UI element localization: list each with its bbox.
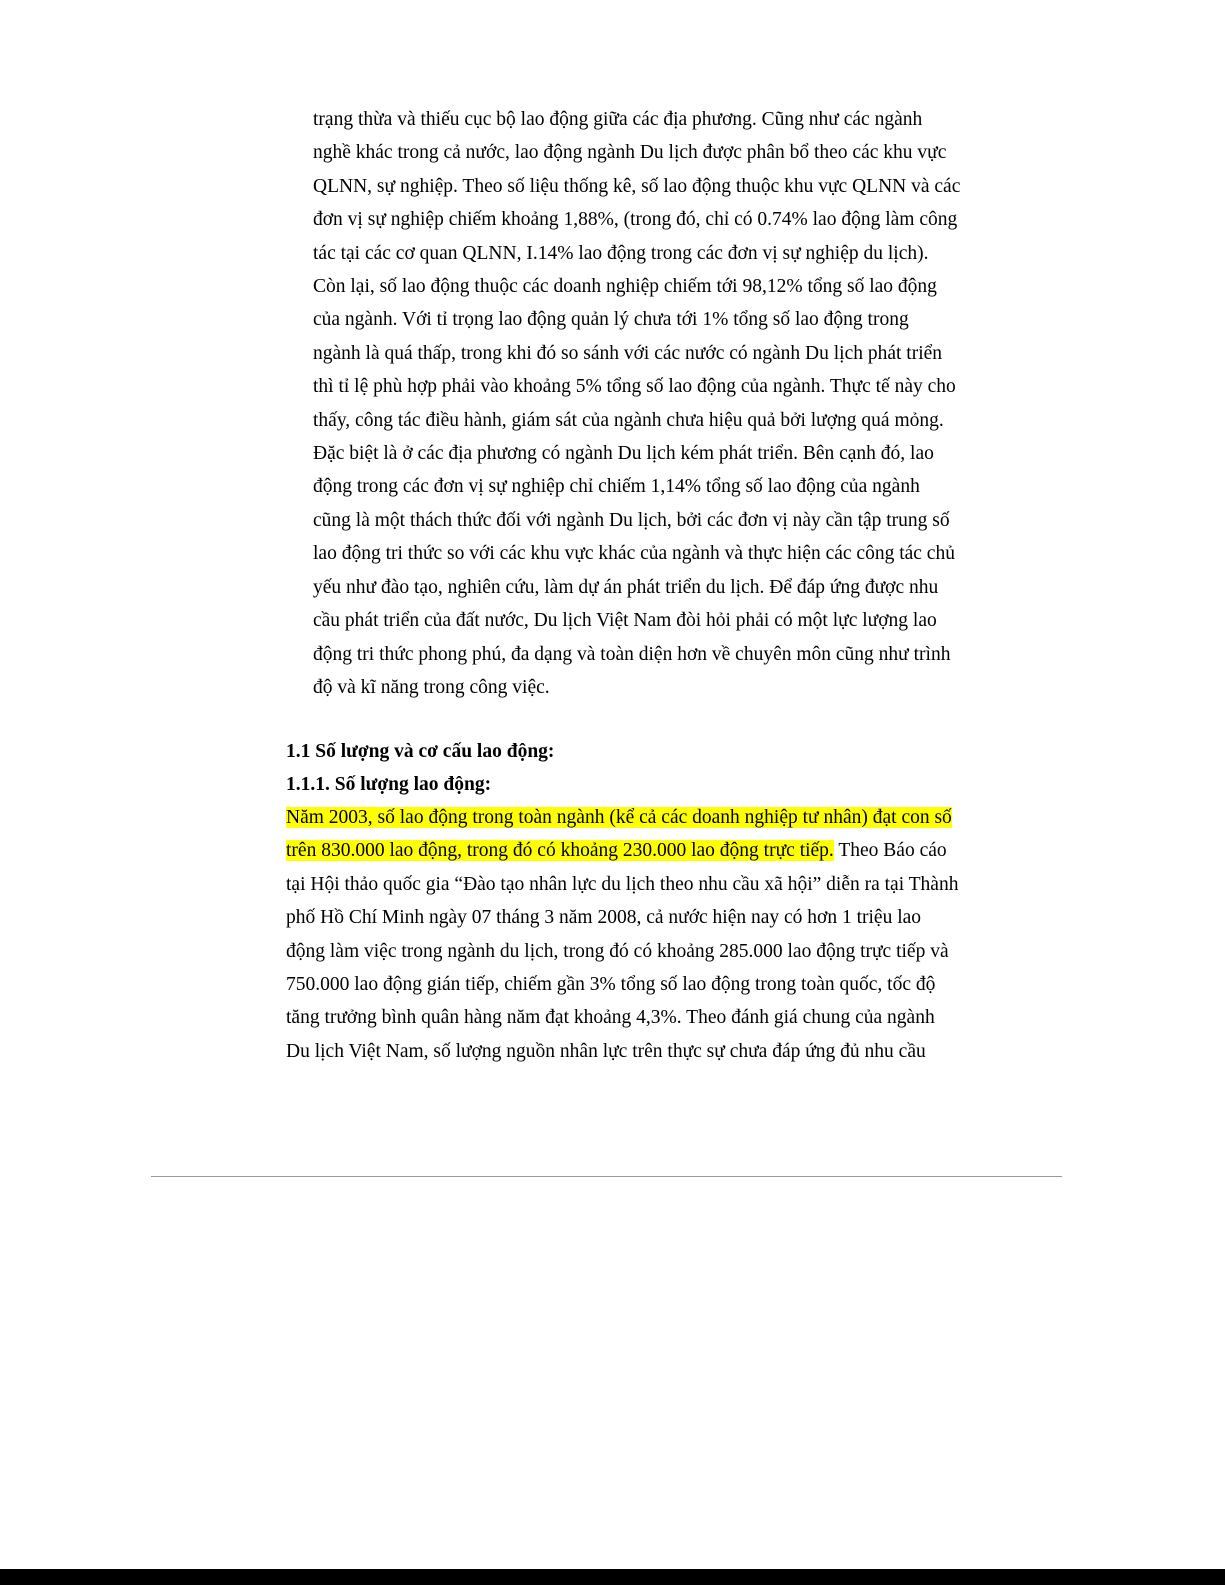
- text-line: [286, 801, 966, 834]
- text-line: của ngành. Với tỉ trọng lao động quản lý chưa tới 1% tổng số lao động trong: [313, 309, 909, 331]
- text-line: 750.000 lao động gián tiếp, chiếm gần 3% tổng số lao động trong toàn quốc, tốc độ: [286, 974, 936, 996]
- highlighted-text: Năm 2003, số lao động trong toàn ngành (kể cả các doanh nghiệp tư nhân) đạt con số: [286, 807, 952, 828]
- text-line: tại Hội thảo quốc gia “Đào tạo nhân lực du lịch theo nhu cầu xã hội” diễn ra tại Thành: [286, 873, 959, 895]
- section-heading-1-1-1: 1.1.1. Số lượng lao động:: [286, 774, 492, 795]
- text-line: Đặc biệt là ở các địa phương có ngành Du lịch kém phát triển. Bên cạnh đó, lao: [313, 443, 934, 465]
- text-line: [286, 834, 966, 867]
- text-line: động trong các đơn vị sự nghiệp chỉ chiếm 1,14% tổng số lao động của ngành: [313, 476, 920, 498]
- section-heading-1-1: 1.1 Số lượng và cơ cấu lao động:: [286, 741, 555, 762]
- text-line: ngành là quá thấp, trong khi đó so sánh với các nước có ngành Du lịch phát triển: [313, 342, 943, 364]
- text-line: tác tại các cơ quan QLNN, I.14% lao động trong các đơn vị sự nghiệp du lịch).: [313, 242, 929, 264]
- text-line: đơn vị sự nghiệp chiếm khoảng 1,88%, (trong đó, chỉ có 0.74% lao động làm công: [313, 209, 958, 231]
- text-line: thấy, công tác điều hành, giám sát của ngành chưa hiệu quả bởi lượng quá mỏng.: [313, 409, 944, 431]
- text-line: trạng thừa và thiếu cục bộ lao động giữa các địa phương. Cũng như các ngành: [313, 109, 923, 130]
- text-fragment: Theo Báo cáo: [833, 840, 947, 862]
- text-line: phố Hồ Chí Minh ngày 07 tháng 3 năm 2008, cả nước hiện nay có hơn 1 triệu lao: [286, 907, 922, 929]
- text-line: độ và kĩ năng trong công việc.: [313, 676, 550, 698]
- text-line: cũng là một thách thức đối với ngành Du lịch, bởi các đơn vị này cần tập trung số: [313, 509, 950, 531]
- text-line: cầu phát triển của đất nước, Du lịch Việt Nam đòi hỏi phải có một lực lượng lao: [313, 610, 937, 632]
- bottom-edge-bar: [0, 1569, 1225, 1585]
- text-line: thì tỉ lệ phù hợp phải vào khoảng 5% tổng số lao động của ngành. Thực tế này cho: [313, 376, 956, 398]
- text-line: động làm việc trong ngành du lịch, trong đó có khoảng 285.000 lao động trực tiếp và: [286, 940, 949, 962]
- paragraph-labor-quantity: [286, 801, 966, 1068]
- text-line: động tri thức phong phú, đa dạng và toàn diện hơn về chuyên môn cũng như trình: [313, 643, 951, 665]
- highlighted-text: trên 830.000 lao động, trong đó có khoảng 230.000 lao động trực tiếp.: [286, 840, 834, 862]
- text-line: nghề khác trong cả nước, lao động ngành Du lịch được phân bổ theo các khu vực: [313, 142, 947, 164]
- text-line: yếu như đào tạo, nghiên cứu, làm dự án phát triển du lịch. Để đáp ứng được nhu: [313, 576, 939, 598]
- text-line: Du lịch Việt Nam, số lượng nguồn nhân lực trên thực sự chưa đáp ứng đủ nhu cầu: [286, 1040, 926, 1062]
- text-line: tăng trưởng bình quân hàng năm đạt khoảng 4,3%. Theo đánh giá chung của ngành: [286, 1007, 935, 1029]
- paragraph-labor-distribution: [313, 103, 963, 704]
- page-separator-line: [151, 1176, 1062, 1177]
- text-line: Còn lại, số lao động thuộc các doanh nghiệp chiếm tới 98,12% tổng số lao động: [313, 276, 937, 298]
- text-line: lao động tri thức so với các khu vực khác của ngành và thực hiện các công tác chủ: [313, 543, 955, 565]
- text-line: QLNN, sự nghiệp. Theo số liệu thống kê, số lao động thuộc khu vực QLNN và các: [313, 175, 961, 197]
